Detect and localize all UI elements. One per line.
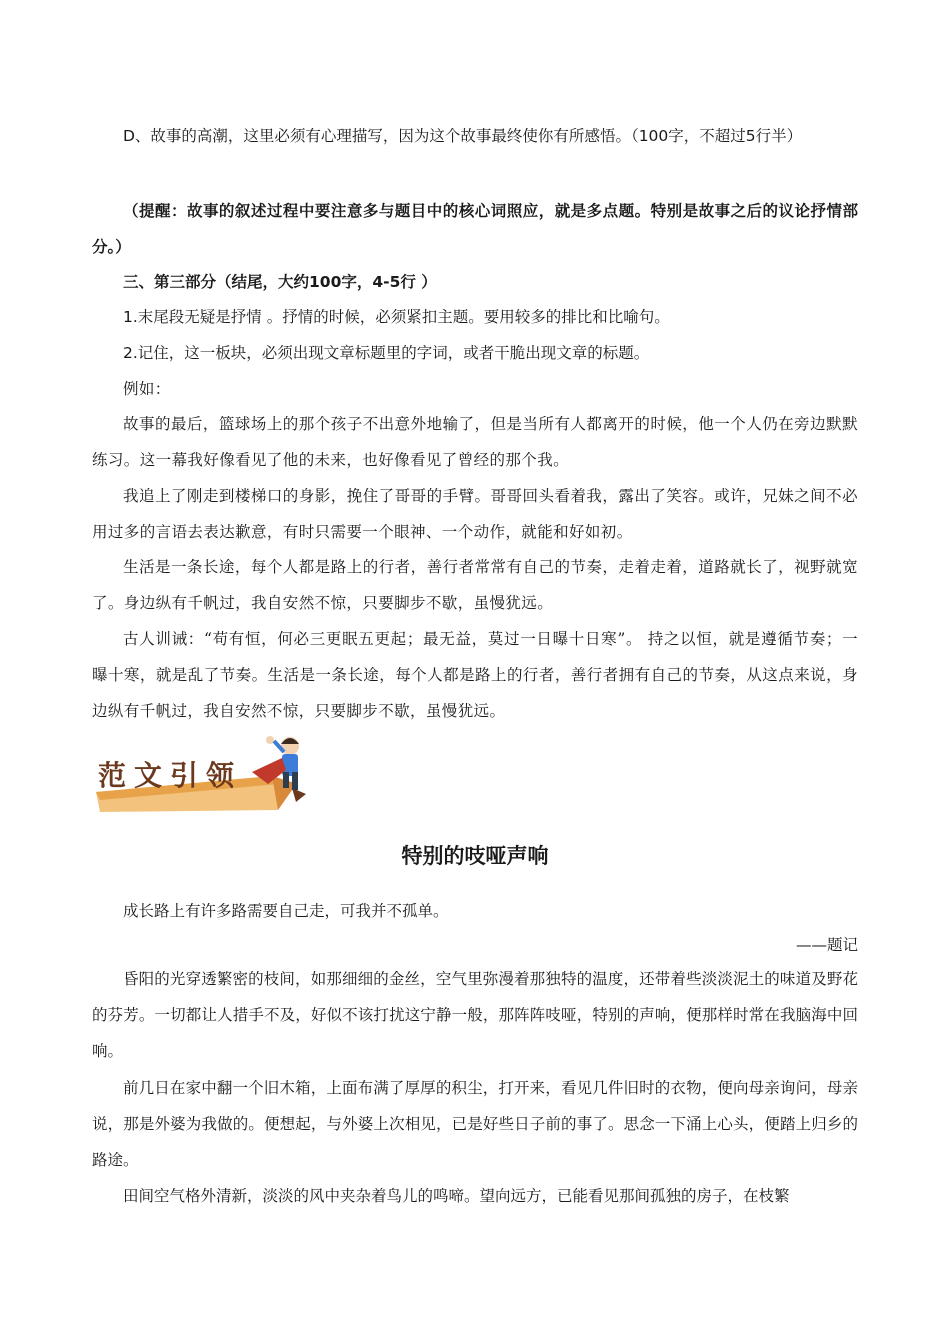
example-label: 例如：: [123, 380, 171, 398]
point-two: 2.记住，这一板块，必须出现文章标题里的字词，或者干脆出现文章的标题。: [123, 344, 650, 362]
section-d-text: D、故事的高潮，这里必须有心理描写，因为这个故事最终使你有所感悟。（100字，不超过5行半）: [123, 127, 803, 145]
reminder-note: （提醒：故事的叙述过程中要注意多与题目中的核心词照应，就是多点题。特别是故事之后的议论抒情部分。）: [92, 202, 858, 256]
epigraph-source: ——题记: [795, 936, 858, 954]
example-paragraph: 古人训诫：“苟有恒，何必三更眠五更起；最无益，莫过一日曝十日寒”。 持之以恒，就是遵循节奏；一曝十寒，就是乱了节奏。生活是一条长途，每个人都是路上的行者，善行者拥有自己的节奏，从这点来说，身边纵有千帆过，我自安然不惊，只要脚步不歇，虽慢犹远。: [92, 630, 858, 720]
part-three-heading: 三、第三部分（结尾，大约100字，4-5行 ）: [123, 273, 437, 291]
essay-epigraph: 成长路上有许多路需要自己走，可我并不孤单。: [123, 902, 449, 920]
essay-title: 特别的吱哑声响: [401, 844, 549, 868]
essay-paragraph: 前几日在家中翻一个旧木箱，上面布满了厚厚的积尘，打开来，看见几件旧时的衣物，便向母亲询问，母亲说，那是外婆为我做的。便想起，与外婆上次相见，已是好些日子前的事了。思念一下涌上心头，便踏上归乡的路途。: [92, 1079, 858, 1169]
banner-label: 范文引领: [98, 759, 243, 792]
example-paragraph: 我追上了刚走到楼梯口的身影，挽住了哥哥的手臂。哥哥回头看着我，露出了笑容。或许，兄妹之间不必用过多的言语去表达歉意，有时只需要一个眼神、一个动作，就能和好如初。: [92, 487, 858, 541]
example-paragraph: 生活是一条长途，每个人都是路上的行者，善行者常常有自己的节奏，走着走着，道路就长了，视野就宽了。身边纵有千帆过，我自安然不惊，只要脚步不歇，虽慢犹远。: [92, 558, 858, 612]
example-paragraph: 故事的最后，篮球场上的那个孩子不出意外地输了，但是当所有人都离开的时候，他一个人仍在旁边默默练习。这一幕我好像看见了他的未来，也好像看见了曾经的那个我。: [92, 415, 858, 469]
essay-paragraph: 田间空气格外清新，淡淡的风中夹杂着鸟儿的鸣啼。望向远方，已能看见那间孤独的房子，在枝繁: [123, 1187, 790, 1205]
model-essay-banner: [92, 732, 338, 824]
point-one: 1.末尾段无疑是抒情 。抒情的时候，必须紧扣主题。要用较多的排比和比喻句。: [123, 308, 670, 326]
essay-paragraph: 昏阳的光穿透繁密的枝间，如那细细的金丝，空气里弥漫着那独特的温度，还带着些淡淡泥土的味道及野花的芬芳。一切都让人措手不及，好似不该打扰这宁静一般，那阵阵吱哑，特别的声响，便那样时常在我脑海中回响。: [92, 970, 858, 1060]
